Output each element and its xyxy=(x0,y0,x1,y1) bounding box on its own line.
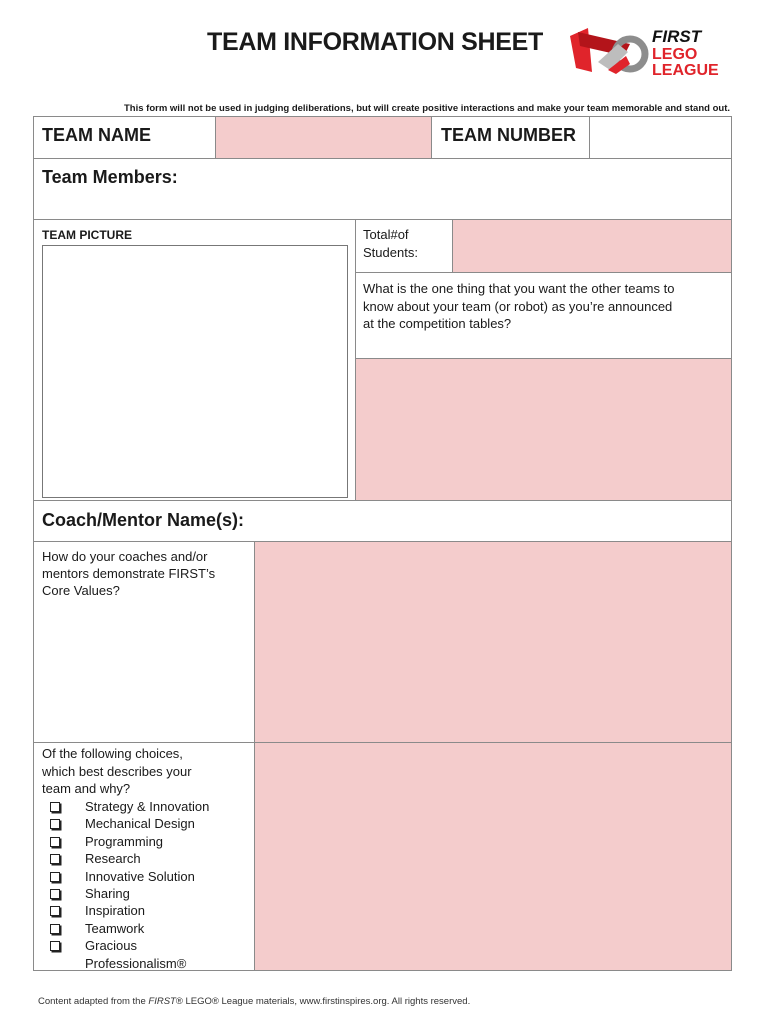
choices-line2: which best describes your xyxy=(42,764,192,779)
svg-text:FIRST: FIRST xyxy=(652,27,702,46)
checkbox-icon[interactable] xyxy=(50,819,60,829)
lego-league-emblem-icon xyxy=(568,22,728,82)
list-item[interactable]: Mechanical Design xyxy=(40,815,252,832)
team-name-field[interactable] xyxy=(215,116,432,159)
one-thing-answer-field[interactable] xyxy=(355,358,732,501)
svg-text:LEAGUE: LEAGUE xyxy=(652,62,719,79)
choices-line3: team and why? xyxy=(42,781,131,796)
choices-checklist xyxy=(40,798,252,972)
choices-line1: Of the following choices, xyxy=(42,746,183,761)
team-number-label: TEAM NUMBER xyxy=(441,125,576,145)
team-picture-upload-area[interactable] xyxy=(42,245,348,498)
list-item[interactable]: Research xyxy=(40,850,252,867)
page-title: TEAM INFORMATION SHEET xyxy=(207,28,543,56)
team-members-label: Team Members: xyxy=(42,167,178,187)
core-values-line3: Core Values? xyxy=(42,583,120,598)
core-values-answer-field[interactable] xyxy=(254,541,732,743)
checkbox-icon[interactable] xyxy=(50,941,60,951)
list-item-continuation: Professionalism® xyxy=(85,955,187,971)
checkbox-icon[interactable] xyxy=(50,924,60,934)
team-number-field[interactable] xyxy=(589,116,732,159)
list-item[interactable]: Teamwork xyxy=(40,920,252,937)
core-values-line2: mentors demonstrate FIRST’s xyxy=(42,566,216,581)
form-note: This form will not be used in judging deliberations, but will create positive interactions and make your team memorable and stand out. xyxy=(124,103,730,114)
one-thing-line3: at the competition tables? xyxy=(363,316,512,331)
checkbox-icon[interactable] xyxy=(50,889,60,899)
core-values-line1: How do your coaches and/or xyxy=(42,549,208,564)
students-count-field[interactable] xyxy=(452,219,732,273)
one-thing-line2: know about your team (or robot) as you’re announced xyxy=(363,299,673,314)
list-item[interactable]: Programming xyxy=(40,833,252,850)
list-item[interactable]: Strategy & Innovation xyxy=(40,798,252,815)
list-item[interactable]: Inspiration xyxy=(40,902,252,919)
svg-text:LEGO: LEGO xyxy=(652,46,698,63)
checkbox-icon[interactable] xyxy=(50,854,60,864)
choices-answer-field[interactable] xyxy=(254,742,732,971)
team-picture-label: TEAM PICTURE xyxy=(42,228,132,242)
checkbox-icon[interactable] xyxy=(50,802,60,812)
checkbox-icon[interactable] xyxy=(50,906,60,916)
list-item[interactable]: Innovative Solution xyxy=(40,868,252,885)
coach-mentor-label: Coach/Mentor Name(s): xyxy=(42,510,245,530)
students-label-line2: Students: xyxy=(363,245,418,260)
first-lego-league-logo xyxy=(568,22,728,82)
footer-copyright: Content adapted from the FIRST® LEGO® League materials, www.firstinspires.org. All rights reserved. xyxy=(38,996,471,1007)
checkbox-icon[interactable] xyxy=(50,837,60,847)
team-name-label: TEAM NAME xyxy=(42,125,151,145)
checkbox-icon[interactable] xyxy=(50,872,60,882)
one-thing-line1: What is the one thing that you want the other teams to xyxy=(363,281,675,296)
list-item[interactable]: Gracious xyxy=(40,937,252,954)
list-item[interactable]: Sharing xyxy=(40,885,252,902)
students-label-line1: Total#of xyxy=(363,227,409,242)
